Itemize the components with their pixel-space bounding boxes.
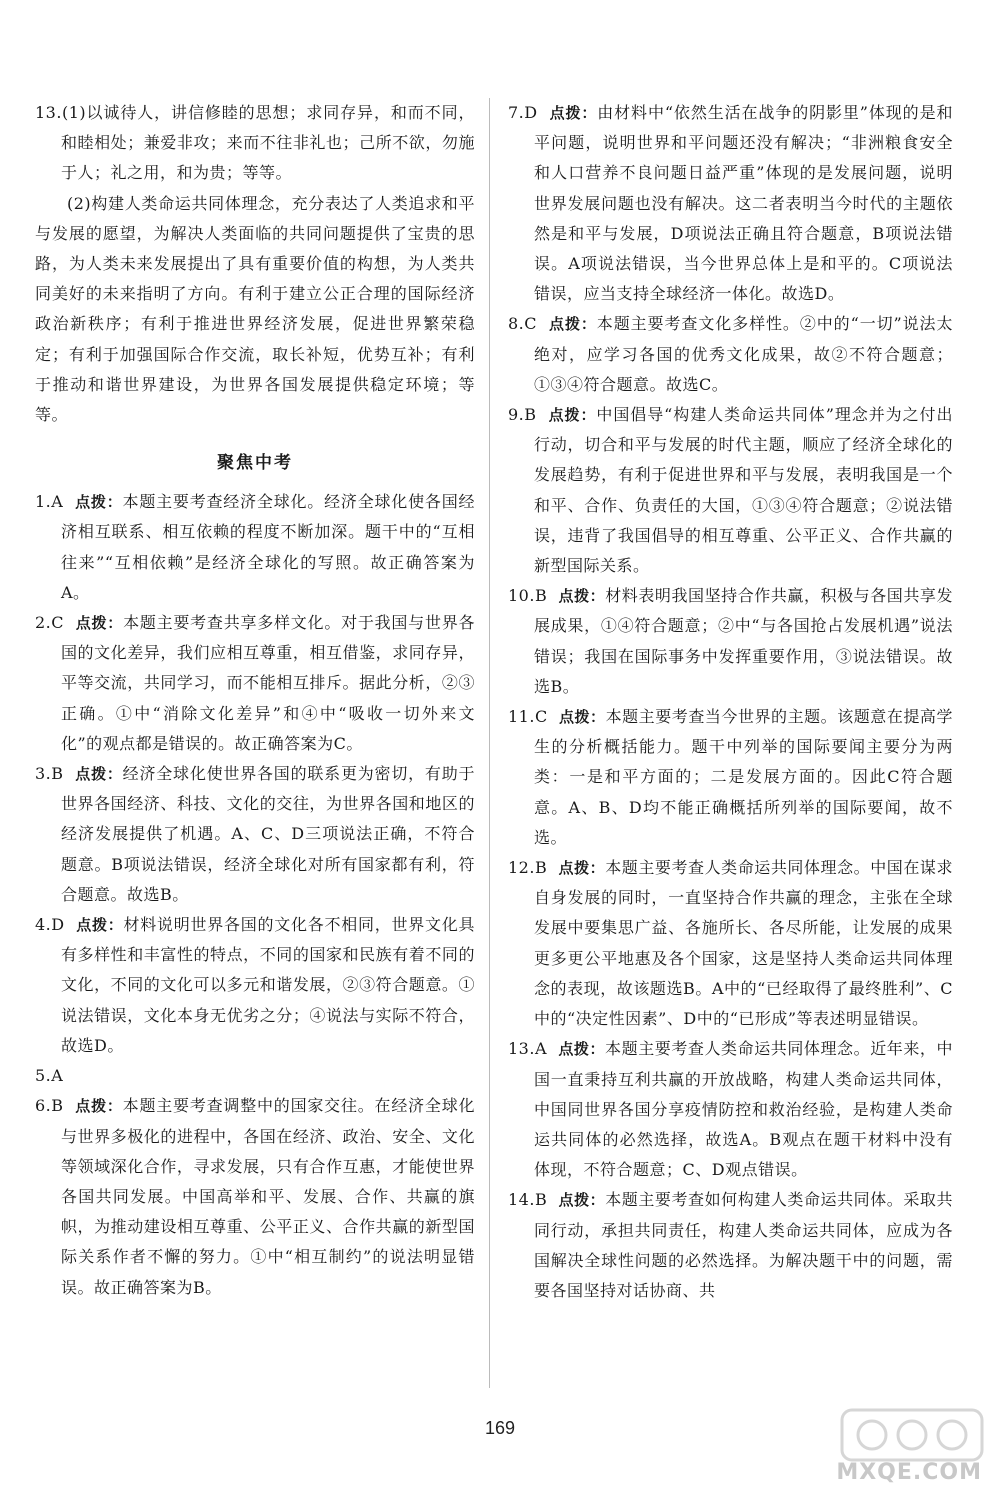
- answer-item: [508, 309, 953, 400]
- answer-number: 3.B: [35, 764, 64, 784]
- answer-text: 本题主要考查调整中的国家交往。在经济全球化与世界多极化的进程中，各国在经济、政治、安全、文化等领域深化合作，寻求发展，只有合作互惠，才能使世界各国共同发展。中国高举和平、发展、合作、共赢的旗帜，为推动建设相互尊重、公平正义、合作共赢的新型国际关系作者不懈的努力。①中“相互制约”的说法明显错误。故正确答案为B。: [61, 1096, 475, 1297]
- answer-item: [508, 702, 953, 853]
- answer-text: 本题主要考查文化多样性。②中的“一切”说法太绝对，应学习各国的优秀文化成果，故②不符合题意；①③④符合题意。故选C。: [534, 314, 953, 394]
- hint-label: 点拨：: [75, 1097, 123, 1116]
- hint-label: 点拨：: [75, 614, 124, 633]
- hint-label: 点拨：: [558, 1191, 606, 1210]
- answer-text: 材料说明世界各国的文化各不相同，世界文化具有多样性和丰富性的特点，不同的国家和民族有着不同的文化，不同的文化可以多元和谐发展，②③符合题意。①说法错误，文化本身无优劣之分；④说法与实际不符合，故选D。: [61, 915, 475, 1055]
- answer-item: [508, 1034, 953, 1185]
- answer-text: 材料表明我国坚持合作共赢，积极与各国共享发展成果，①④符合题意；②中“与各国抢占发展机遇”说法错误；我国在国际事务中发挥重要作用，③说法错误。故选B。: [534, 586, 953, 696]
- hint-label: 点拨：: [75, 493, 123, 512]
- section-title: 聚焦中考: [217, 453, 293, 474]
- answer-number: 5.A: [35, 1066, 64, 1086]
- answer-item: [508, 98, 953, 309]
- right-answer-list: [508, 98, 953, 1306]
- hint-label: 点拨：: [558, 1040, 606, 1059]
- answer-item: [35, 759, 475, 910]
- answer-number: 9.B: [508, 405, 537, 425]
- answer-number: 8.C: [508, 314, 538, 334]
- hint-label: 点拨：: [558, 587, 606, 606]
- answer-text: 由材料中“依然生活在战争的阴影里”体现的是和平问题，说明世界和平问题还没有解决；“非洲粮食安全和人口营养不良问题日益严重”体现的是发展问题，说明世界发展问题也没有解决。这二者表明当今时代的主题依然是和平与发展，D项说法正确且符合题意，B项说法错误。A项说法错误，当今世界总体上是和平的。C项说法错误，应当支持全球经济一体化。故选D。: [534, 103, 953, 304]
- left-answer-list: [35, 487, 475, 1302]
- answer-item: [508, 853, 953, 1034]
- hint-label: 点拨：: [75, 765, 123, 784]
- hint-label: 点拨：: [549, 104, 598, 122]
- answer-number: 7.D: [508, 103, 538, 122]
- answer-number: 6.B: [35, 1096, 64, 1116]
- answer-item: [35, 1061, 475, 1091]
- answer-number: 2.C: [35, 613, 65, 633]
- answer-text: 本题主要考查共享多样文化。对于我国与世界各国的文化差异，我们应相互尊重，相互借鉴，求同存异，平等交流，共同学习，而不能相互排斥。据此分析，②③正确。①中“消除文化差异”和④中“吸收一切外来文化”的观点都是错误的。故正确答案为C。: [61, 613, 475, 753]
- answer-item: [35, 910, 475, 1061]
- answer-13-part2: (2)构建人类命运共同体理念，充分表达了人类追求和平与发展的愿望，为解决人类面临的共同问题提供了宝贵的思路，为人类未来发展提出了具有重要价值的构想，为人类共同美好的未来指明了方向。有利于建立公正合理的国际经济政治新秩序；有利于推进世界经济发展，促进世界繁荣稳定；有利于加强国际合作交流，取长补短，优势互补；有利于推动和谐世界建设，为世界各国发展提供稳定环境；等等。: [35, 193, 475, 425]
- answer-text: 中国倡导“构建人类命运共同体”理念并为之付出行动，切合和平与发展的时代主题，顺应了经济全球化的发展趋势，有利于促进世界和平与发展，表明我国是一个和平、合作、负责任的大国，①③④符合题意；②说法错误，违背了我国倡导的相互尊重、公平正义、合作共赢的新型国际关系。: [534, 405, 953, 576]
- watermark-logo: [832, 1402, 992, 1497]
- answer-item: [508, 581, 953, 702]
- answer-text: 本题主要考查当今世界的主题。该题意在提高学生的分析概括能力。题干中列举的国际要闻主要分为两类：一是和平方面的；二是发展方面的。因此C符合题意。A、B、D均不能正确概括所列举的国际要闻，故不选。: [534, 707, 953, 847]
- answer-item: [508, 400, 953, 581]
- answer-number: 11.C: [508, 707, 548, 727]
- answer-item: [35, 1091, 475, 1302]
- answer-item: [35, 487, 475, 608]
- answer-text: 本题主要考查如何构建人类命运共同体。采取共同行动，承担共同责任，构建人类命运共同体，应成为各国解决全球性问题的必然选择。为解决题干中的问题，需要各国坚持对话协商、共: [534, 1190, 953, 1300]
- hint-label: 点拨：: [558, 859, 606, 878]
- answer-number: 10.B: [508, 586, 548, 606]
- answer-13-part1: 13.(1)以诚待人，讲信修睦的思想；求同存异，和而不同，和睦相处；兼爱非攻；来而不往非礼也；己所不欲，勿施于人；礼之用，和为贵；等等。: [35, 103, 475, 183]
- answer-text: 经济全球化使世界各国的联系更为密切，有助于世界各国经济、科技、文化的交往，为世界各国和地区的经济发展提供了机遇。A、C、D三项说法正确，不符合题意。B项说法错误，经济全球化对所有国家都有利，符合题意。故选B。: [61, 764, 475, 904]
- answer-text: 本题主要考查人类命运共同体理念。中国在谋求自身发展的同时，一直坚持合作共赢的理念，主张在全球发展中要集思广益、各施所长、各尽所能，让发展的成果更多更公平地惠及各个国家，这是坚持人类命运共同体理念的表现，故该题选B。A中的“已经取得了最终胜利”、C中的“决定性因素”、D中的“已形成”等表述明显错误。: [534, 858, 953, 1029]
- answer-number: 12.B: [508, 858, 548, 878]
- answer-item: [508, 1185, 953, 1306]
- answer-number: 13.A: [508, 1039, 547, 1059]
- page-number: 169: [484, 1418, 516, 1438]
- hint-label: 点拨：: [548, 406, 597, 425]
- hint-label: 点拨：: [549, 315, 597, 334]
- answer-number: 1.A: [35, 492, 64, 512]
- answer-number: 14.B: [508, 1190, 548, 1210]
- right-column: [508, 98, 953, 1306]
- answer-text: 本题主要考查经济全球化。经济全球化使各国经济相互联系、相互依赖的程度不断加深。题干中的“互相往来”“互相依赖”是经济全球化的写照。故正确答案为A。: [61, 492, 475, 602]
- column-divider: [489, 98, 490, 1388]
- hint-label: 点拨：: [76, 916, 124, 935]
- answer-item: [35, 608, 475, 759]
- answer-text: 本题主要考查人类命运共同体理念。近年来，中国一直秉持互利共赢的开放战略，构建人类命运共同体，中国同世界各国分享疫情防控和救治经验，是构建人类命运共同体的必然选择，故选A。B观点在题干材料中没有体现，不符合题意；C、D观点错误。: [534, 1039, 953, 1180]
- hint-label: 点拨：: [558, 708, 606, 727]
- watermark-text: MXQE.COM: [836, 1460, 982, 1485]
- left-column: [35, 98, 475, 1303]
- answer-number: 4.D: [35, 915, 65, 935]
